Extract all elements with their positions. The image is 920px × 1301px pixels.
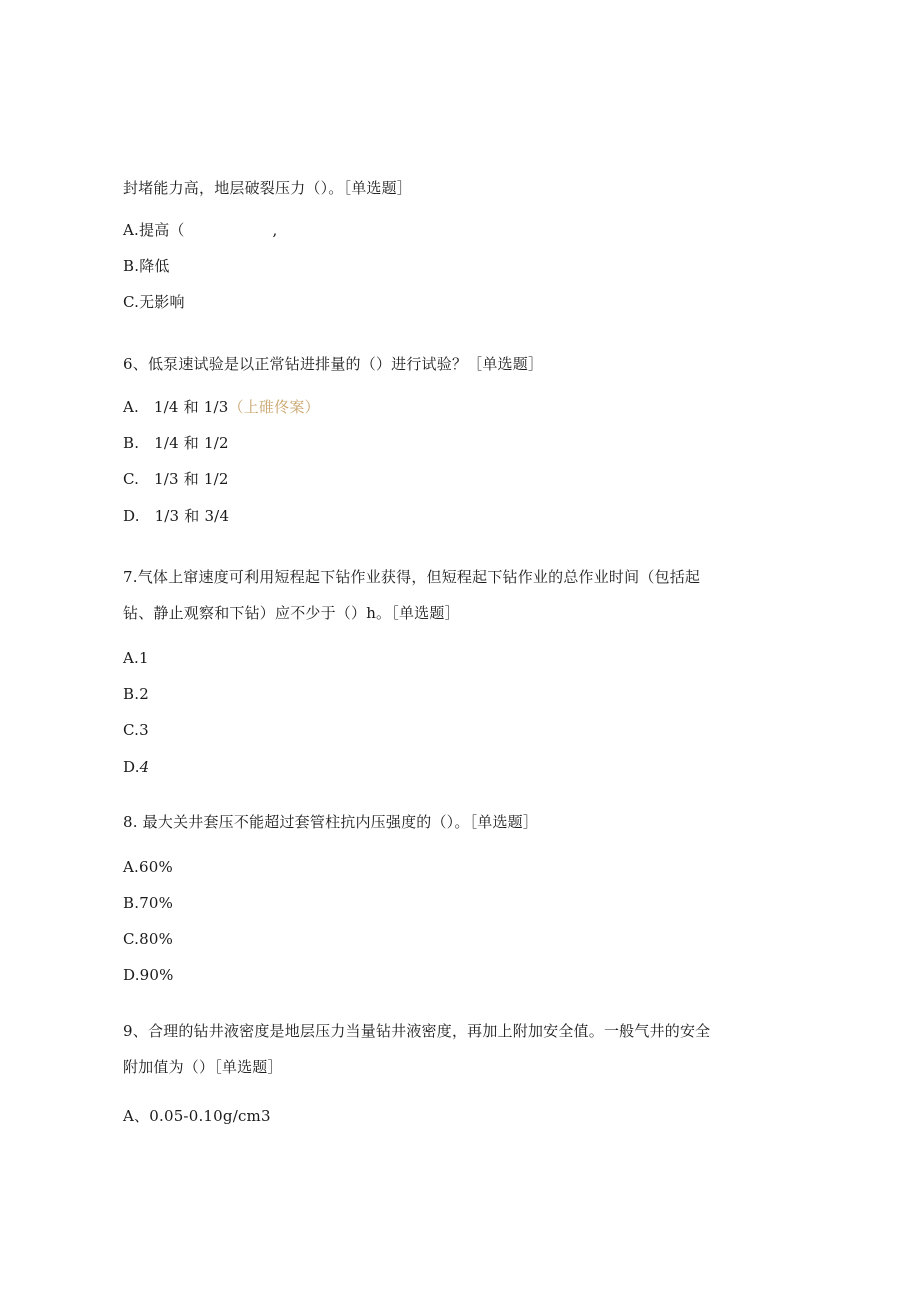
q7-stem-line2: 钻、静止观察和下钻）应不少于（）h。［单选题］: [123, 604, 460, 622]
q8-option-d: D.90%: [123, 966, 174, 984]
q8-option-b: B.70%: [123, 894, 174, 912]
q8-stem: 8. 最大关井套压不能超过套管柱抗内压强度的（）。［单选题］: [123, 813, 539, 831]
q8-option-a: A.60%: [123, 858, 173, 876]
q5-stem: 封堵能力高，地层破裂压力（）。［单选题］: [123, 179, 413, 197]
q6-option-d: D. 1/3 和 3/4: [123, 507, 230, 525]
q9-stem-line2: 附加值为（）［单选题］: [123, 1058, 283, 1076]
q6-option-a-text: A. 1/4 和 1/3: [123, 398, 229, 416]
q9-option-a: A、0.05-0.10g/cm3: [123, 1107, 271, 1125]
q5-option-a-trail: ,: [272, 221, 278, 239]
q7-option-d: [123, 757, 149, 777]
q5-option-a: [123, 220, 278, 240]
q7-option-c: C.3: [123, 721, 149, 739]
q8-option-c: C.80%: [123, 930, 174, 948]
q9-stem-line1: 9、合理的钻井液密度是地层压力当量钻井液密度，再加上附加安全值。一般气井的安全: [123, 1022, 711, 1040]
q6-option-c: C. 1/3 和 1/2: [123, 470, 229, 488]
q6-answer-mark: （上碓佟案）: [228, 398, 320, 416]
q7-option-a: A.1: [123, 649, 149, 667]
q7-option-d-value: 4: [139, 758, 150, 776]
q6-option-a: [123, 397, 320, 417]
q7-stem-line1: 7.气体上窜速度可利用短程起下钻作业获得，但短程起下钻作业的总作业时间（包括起: [123, 568, 701, 586]
q5-option-a-text: A.提高（: [123, 221, 185, 239]
q5-option-c: C.无影响: [123, 293, 185, 311]
q5-option-b: B.降低: [123, 257, 170, 275]
q7-option-d-prefix: D.: [123, 758, 140, 776]
q6-stem: 6、低泵速试验是以正常钻进排量的（）进行试验？［单选题］: [123, 355, 544, 373]
q6-option-b: B. 1/4 和 1/2: [123, 434, 229, 452]
q7-option-b: B.2: [123, 685, 149, 703]
